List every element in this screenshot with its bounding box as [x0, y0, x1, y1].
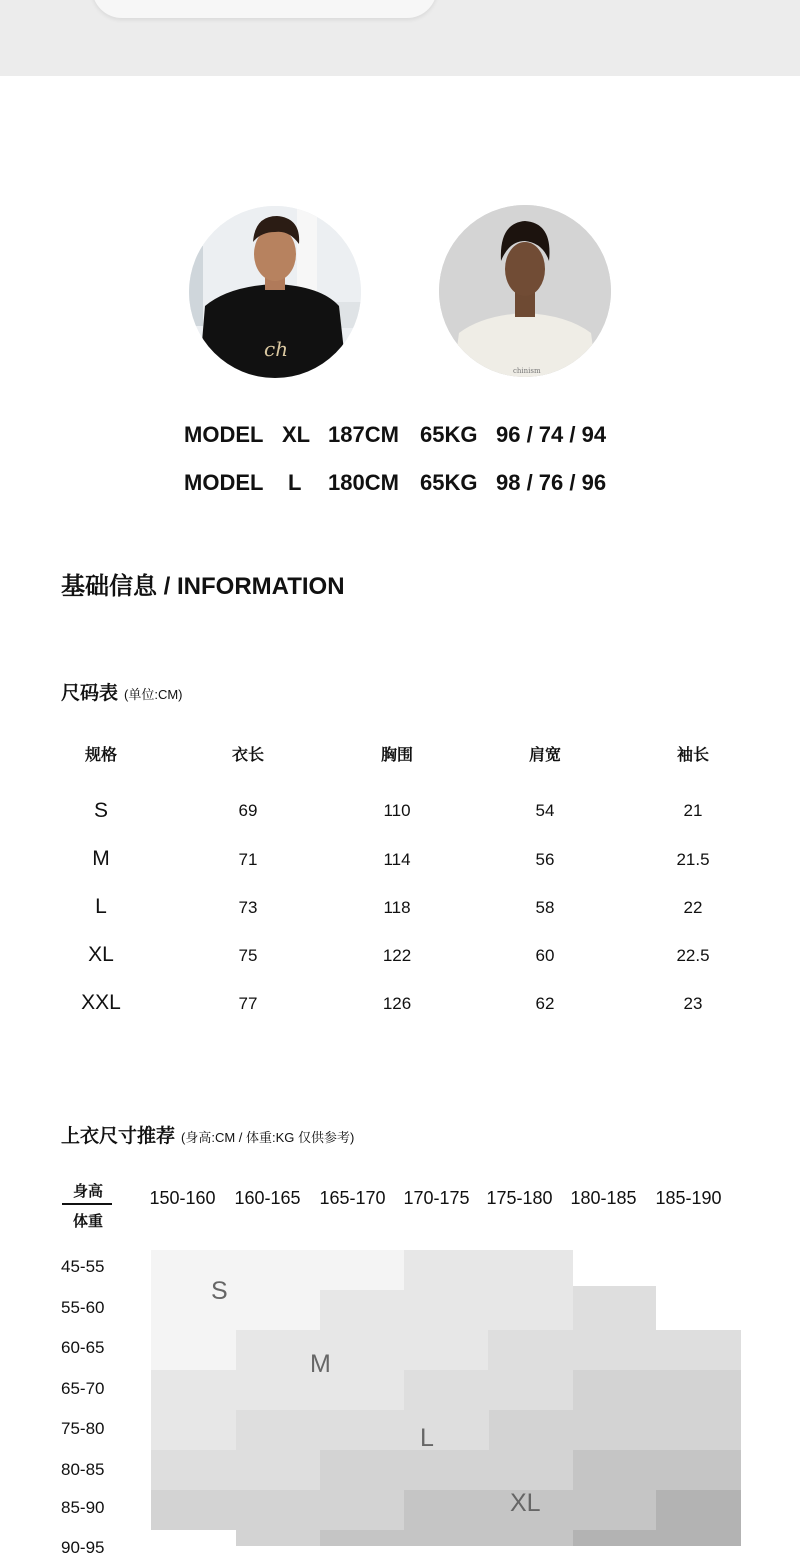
table-header: 袖长: [676, 747, 709, 764]
height-range-header: 170-175: [403, 1188, 470, 1208]
recommendation-note: (身高:CM / 体重:KG 仅供参考): [181, 1130, 355, 1145]
size-table-title-text: 尺码表: [61, 683, 119, 704]
size-table-unit-note: (单位:CM): [124, 687, 183, 702]
height-range-header: 185-190: [655, 1188, 722, 1208]
model-avatar-l: [439, 205, 611, 377]
model-measurements: 98 / 76 / 96: [496, 470, 607, 495]
zone-xxl: [320, 1530, 573, 1546]
shirt-print-ch: ch: [264, 337, 289, 361]
table-cell-size: M: [92, 847, 110, 870]
table-header: 胸围: [380, 747, 413, 764]
table-cell: 60: [535, 946, 555, 965]
table-cell: 114: [383, 850, 411, 869]
zone-xxxl: [656, 1490, 741, 1546]
model-size: L: [288, 470, 302, 495]
zone-label-m: M: [310, 1350, 331, 1378]
height-range-header: 180-185: [570, 1188, 637, 1208]
zone-xl: [489, 1410, 741, 1450]
table-cell: 21: [683, 801, 703, 820]
table-header: 肩宽: [528, 747, 561, 764]
model-label: MODEL: [184, 422, 264, 447]
height-range-header: 160-165: [234, 1188, 301, 1208]
model-size: XL: [282, 422, 311, 447]
corner-weight-label: 体重: [72, 1213, 103, 1230]
model-label: MODEL: [184, 470, 264, 495]
table-cell: 126: [382, 994, 412, 1013]
zone-l: [151, 1450, 320, 1490]
zone-xl: [236, 1530, 320, 1546]
model-height: 180CM: [328, 470, 399, 495]
table-cell: 77: [238, 994, 258, 1013]
table-cell: 71: [238, 850, 258, 869]
table-cell: 23: [683, 994, 703, 1013]
zone-xl: [320, 1450, 573, 1490]
zone-l: [488, 1330, 741, 1370]
zone-m: [151, 1370, 404, 1410]
zone-label-xl: XL: [510, 1489, 541, 1517]
size-table-title: [61, 678, 183, 705]
model-measurements: 96 / 74 / 94: [496, 422, 607, 447]
zone-s: [151, 1250, 404, 1290]
model-weight: 65KG: [420, 470, 478, 495]
height-range-header: 175-180: [486, 1188, 553, 1208]
model-height: 187CM: [328, 422, 399, 447]
weight-range-header: 60-65: [61, 1338, 105, 1357]
recommendation-title-text: 上衣尺寸推荐: [61, 1126, 176, 1147]
table-cell-size: XXL: [81, 991, 121, 1014]
table-cell-size: XL: [88, 943, 114, 966]
zone-xl: [573, 1370, 741, 1410]
table-cell: 22.5: [676, 946, 710, 965]
zone-l: [573, 1286, 656, 1330]
weight-range-header: 45-55: [61, 1257, 105, 1276]
height-range-header: 165-170: [319, 1188, 386, 1208]
table-cell: 69: [238, 801, 258, 820]
model-weight: 65KG: [420, 422, 478, 447]
zone-m: [404, 1250, 573, 1290]
zone-m: [236, 1330, 488, 1370]
product-banner-image: [0, 0, 800, 76]
table-cell: 21.5: [676, 850, 710, 869]
shirt-print-chinism: chinism: [513, 367, 541, 375]
zone-s: [151, 1290, 320, 1330]
table-cell: 122: [382, 946, 412, 965]
zone-xl: [151, 1490, 404, 1530]
table-cell-size: L: [95, 895, 107, 918]
weight-range-header: 65-70: [61, 1379, 105, 1398]
weight-range-header: 55-60: [61, 1298, 105, 1317]
table-cell: 118: [383, 898, 411, 917]
size-recommendation-grid: [151, 1250, 741, 1546]
zone-label-l: L: [420, 1424, 434, 1452]
zone-m: [320, 1290, 573, 1330]
table-header: 规格: [84, 747, 117, 764]
zone-l: [404, 1370, 573, 1410]
table-cell: 75: [238, 946, 258, 965]
weight-range-header: 80-85: [61, 1460, 105, 1479]
table-cell: 73: [238, 898, 258, 917]
table-cell: 22: [683, 898, 703, 917]
zone-l: [236, 1410, 489, 1450]
zone-xxl: [573, 1450, 741, 1490]
zone-label-s: S: [211, 1277, 228, 1305]
model-avatar-xl: [189, 206, 361, 378]
weight-range-header: 75-80: [61, 1419, 105, 1438]
table-cell: 110: [383, 801, 411, 820]
shoe-image: [92, 0, 437, 18]
weight-range-header: 85-90: [61, 1498, 105, 1517]
height-range-header: 150-160: [149, 1188, 216, 1208]
zone-s: [151, 1330, 236, 1370]
table-cell: 62: [535, 994, 555, 1013]
table-header: 衣长: [231, 747, 264, 764]
corner-divider: [62, 1203, 112, 1205]
zone-m: [151, 1410, 236, 1450]
table-cell: 54: [535, 801, 555, 820]
zone-xxxl: [573, 1530, 656, 1546]
recommendation-title: [61, 1121, 354, 1148]
table-cell-size: S: [93, 799, 108, 822]
table-cell: 56: [535, 850, 555, 869]
weight-range-header: 90-95: [61, 1538, 105, 1557]
table-cell: 58: [535, 898, 555, 917]
corner-height-label: 身高: [72, 1183, 103, 1200]
info-heading: 基础信息 / INFORMATION: [61, 573, 345, 600]
